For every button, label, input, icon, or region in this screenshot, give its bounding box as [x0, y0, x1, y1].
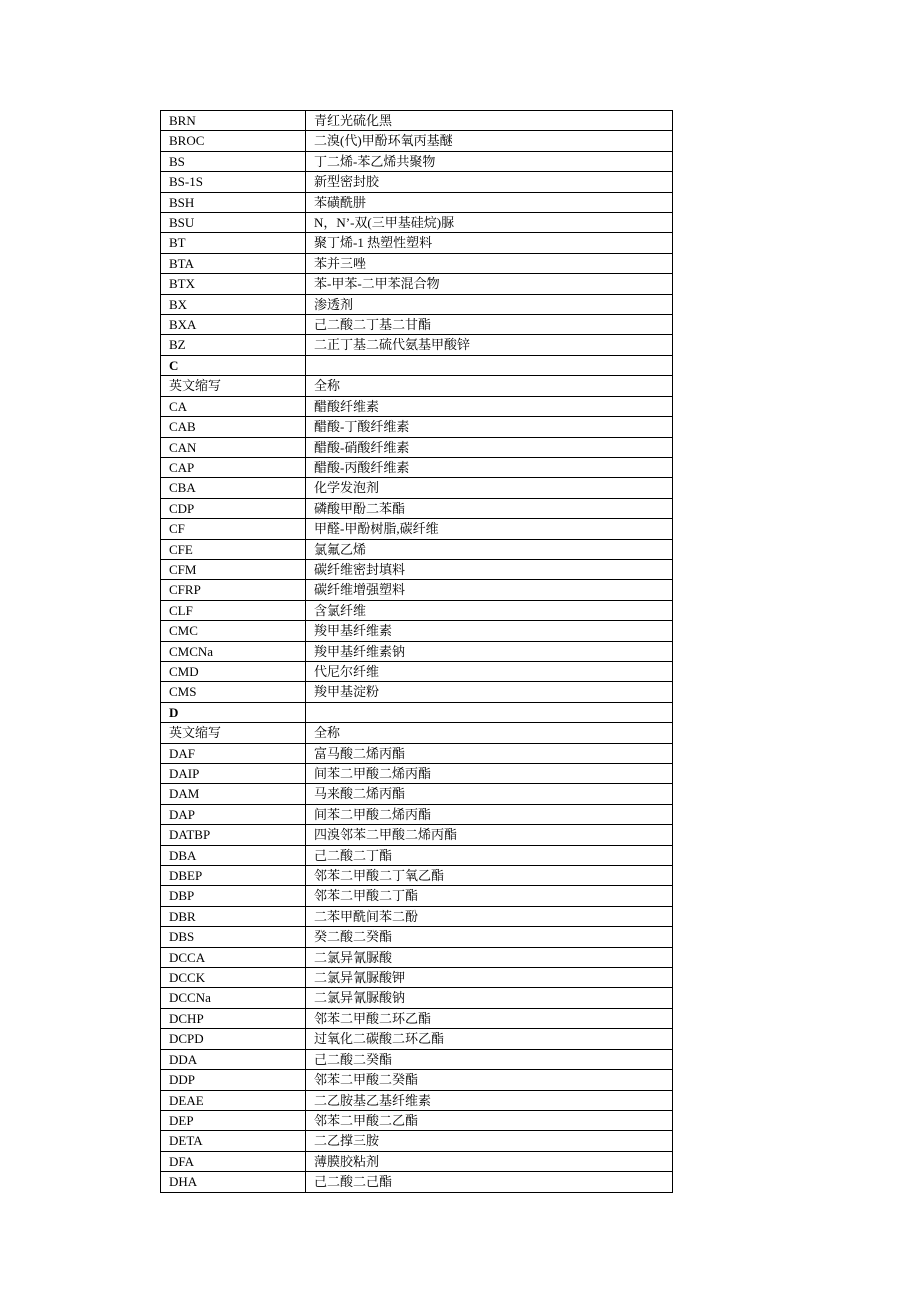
abbreviation-cell: DAM [161, 784, 306, 804]
abbreviation-cell: 英文缩写 [161, 376, 306, 396]
table-row [161, 1070, 673, 1090]
full-name-cell: 二乙胺基乙基纤维素 [306, 1090, 673, 1110]
full-name-cell: 代尼尔纤维 [306, 661, 673, 681]
full-name-cell: 全称 [306, 723, 673, 743]
section-letter: C [161, 355, 306, 375]
full-name-cell: 氯氟乙烯 [306, 539, 673, 559]
abbreviation-cell: CAB [161, 417, 306, 437]
table-row [161, 457, 673, 477]
table-row [161, 1110, 673, 1130]
table-row [161, 335, 673, 355]
abbreviation-cell: CLF [161, 600, 306, 620]
section-header-row [161, 702, 673, 722]
abbreviation-cell: DAIP [161, 764, 306, 784]
section-header-row [161, 355, 673, 375]
full-name-cell: 醋酸纤维素 [306, 396, 673, 416]
abbreviation-cell: DCHP [161, 1008, 306, 1028]
abbreviation-cell: BT [161, 233, 306, 253]
full-name-cell: 二溴(代)甲酚环氧丙基醚 [306, 131, 673, 151]
full-name-cell: 青红光硫化黑 [306, 111, 673, 131]
full-name-cell: 羧甲基纤维素 [306, 621, 673, 641]
full-name-cell: 癸二酸二癸酯 [306, 927, 673, 947]
full-name-cell: 磷酸甲酚二苯酯 [306, 498, 673, 518]
abbreviation-cell: DBR [161, 906, 306, 926]
abbreviation-cell: CMCNa [161, 641, 306, 661]
table-row [161, 111, 673, 131]
abbreviation-cell: DBEP [161, 866, 306, 886]
abbreviation-cell: DCCNa [161, 988, 306, 1008]
full-name-cell: 二氯异氰脲酸 [306, 947, 673, 967]
table-row [161, 417, 673, 437]
abbreviation-cell: CA [161, 396, 306, 416]
full-name-cell: 新型密封胶 [306, 172, 673, 192]
abbreviation-cell: 英文缩写 [161, 723, 306, 743]
table-row [161, 641, 673, 661]
table-row [161, 743, 673, 763]
full-name-cell: 碳纤维增强塑料 [306, 580, 673, 600]
table-row [161, 1151, 673, 1171]
table-row [161, 1090, 673, 1110]
abbreviation-cell: BZ [161, 335, 306, 355]
table-row [161, 233, 673, 253]
abbreviation-cell: DHA [161, 1172, 306, 1192]
full-name-cell: 二乙撑三胺 [306, 1131, 673, 1151]
full-name-cell: 己二酸二丁酯 [306, 845, 673, 865]
full-name-cell [306, 355, 673, 375]
table-row [161, 376, 673, 396]
table-row [161, 784, 673, 804]
full-name-cell: 渗透剂 [306, 294, 673, 314]
abbreviation-cell: DEAE [161, 1090, 306, 1110]
abbreviation-cell: BS-1S [161, 172, 306, 192]
abbreviation-cell: CMD [161, 661, 306, 681]
abbreviation-cell: DBP [161, 886, 306, 906]
abbreviation-cell: BTA [161, 253, 306, 273]
abbreviation-cell: CFE [161, 539, 306, 559]
table-row [161, 151, 673, 171]
full-name-cell: 间苯二甲酸二烯丙酯 [306, 764, 673, 784]
full-name-cell: 过氧化二碳酸二环乙酯 [306, 1029, 673, 1049]
full-name-cell: 醋酸-丙酸纤维素 [306, 457, 673, 477]
full-name-cell: 苯磺酰肼 [306, 192, 673, 212]
table-row [161, 396, 673, 416]
abbreviation-cell: BSH [161, 192, 306, 212]
table-row [161, 661, 673, 681]
abbreviation-cell: DATBP [161, 825, 306, 845]
full-name-cell: 二苯甲酰间苯二酚 [306, 906, 673, 926]
table-row [161, 764, 673, 784]
abbreviation-cell: BSU [161, 213, 306, 233]
table-row [161, 253, 673, 273]
full-name-cell: 己二酸二癸酯 [306, 1049, 673, 1069]
abbreviation-cell: DEP [161, 1110, 306, 1130]
full-name-cell: 薄膜胶粘剂 [306, 1151, 673, 1171]
full-name-cell: 碳纤维密封填料 [306, 559, 673, 579]
full-name-cell: 聚丁烯-1 热塑性塑料 [306, 233, 673, 253]
full-name-cell: 甲醛-甲酚树脂,碳纤维 [306, 519, 673, 539]
table-row [161, 804, 673, 824]
table-row [161, 559, 673, 579]
table-row [161, 906, 673, 926]
table-row [161, 437, 673, 457]
full-name-cell: 间苯二甲酸二烯丙酯 [306, 804, 673, 824]
table-row [161, 580, 673, 600]
full-name-cell: 全称 [306, 376, 673, 396]
table-row [161, 1172, 673, 1192]
abbreviation-cell: DFA [161, 1151, 306, 1171]
abbreviation-cell: DAP [161, 804, 306, 824]
full-name-cell: 丁二烯-苯乙烯共聚物 [306, 151, 673, 171]
abbreviation-table-body [161, 111, 673, 1193]
full-name-cell: 醋酸-丁酸纤维素 [306, 417, 673, 437]
abbreviation-cell: DDA [161, 1049, 306, 1069]
table-row [161, 682, 673, 702]
table-row [161, 315, 673, 335]
table-row [161, 621, 673, 641]
abbreviation-table [160, 110, 673, 1193]
full-name-cell: 己二酸二己酯 [306, 1172, 673, 1192]
table-row [161, 519, 673, 539]
abbreviation-cell: BRN [161, 111, 306, 131]
table-row [161, 723, 673, 743]
abbreviation-cell: CMC [161, 621, 306, 641]
table-row [161, 1029, 673, 1049]
table-row [161, 845, 673, 865]
full-name-cell: N，N’-双(三甲基硅烷)脲 [306, 213, 673, 233]
abbreviation-cell: DCCA [161, 947, 306, 967]
full-name-cell: 化学发泡剂 [306, 478, 673, 498]
table-row [161, 274, 673, 294]
table-row [161, 1008, 673, 1028]
abbreviation-cell: BTX [161, 274, 306, 294]
abbreviation-cell: BXA [161, 315, 306, 335]
full-name-cell: 二正丁基二硫代氨基甲酸锌 [306, 335, 673, 355]
table-row [161, 968, 673, 988]
full-name-cell: 邻苯二甲酸二环乙酯 [306, 1008, 673, 1028]
full-name-cell: 邻苯二甲酸二乙酯 [306, 1110, 673, 1130]
abbreviation-cell: DETA [161, 1131, 306, 1151]
table-row [161, 213, 673, 233]
abbreviation-cell: CF [161, 519, 306, 539]
full-name-cell: 二氯异氰脲酸钾 [306, 968, 673, 988]
table-row [161, 478, 673, 498]
abbreviation-cell: DBS [161, 927, 306, 947]
abbreviation-cell: CBA [161, 478, 306, 498]
full-name-cell [306, 702, 673, 722]
abbreviation-cell: DCCK [161, 968, 306, 988]
full-name-cell: 马来酸二烯丙酯 [306, 784, 673, 804]
full-name-cell: 苯并三唑 [306, 253, 673, 273]
table-row [161, 1131, 673, 1151]
table-row [161, 1049, 673, 1069]
table-row [161, 192, 673, 212]
full-name-cell: 富马酸二烯丙酯 [306, 743, 673, 763]
full-name-cell: 邻苯二甲酸二丁酯 [306, 886, 673, 906]
full-name-cell: 邻苯二甲酸二丁氧乙酯 [306, 866, 673, 886]
abbreviation-cell: CAP [161, 457, 306, 477]
table-row [161, 988, 673, 1008]
abbreviation-cell: CFRP [161, 580, 306, 600]
full-name-cell: 四溴邻苯二甲酸二烯丙酯 [306, 825, 673, 845]
table-row [161, 172, 673, 192]
abbreviation-cell: CMS [161, 682, 306, 702]
abbreviation-cell: DAF [161, 743, 306, 763]
full-name-cell: 醋酸-硝酸纤维素 [306, 437, 673, 457]
full-name-cell: 二氯异氰脲酸钠 [306, 988, 673, 1008]
full-name-cell: 己二酸二丁基二甘酯 [306, 315, 673, 335]
abbreviation-cell: BX [161, 294, 306, 314]
full-name-cell: 羧甲基纤维素钠 [306, 641, 673, 661]
full-name-cell: 羧甲基淀粉 [306, 682, 673, 702]
table-row [161, 498, 673, 518]
abbreviation-cell: CDP [161, 498, 306, 518]
abbreviation-cell: DDP [161, 1070, 306, 1090]
table-row [161, 886, 673, 906]
abbreviation-cell: DCPD [161, 1029, 306, 1049]
table-row [161, 600, 673, 620]
full-name-cell: 邻苯二甲酸二癸酯 [306, 1070, 673, 1090]
table-row [161, 539, 673, 559]
abbreviation-cell: CAN [161, 437, 306, 457]
table-row [161, 947, 673, 967]
table-row [161, 294, 673, 314]
abbreviation-cell: BS [161, 151, 306, 171]
full-name-cell: 苯-甲苯-二甲苯混合物 [306, 274, 673, 294]
table-row [161, 131, 673, 151]
abbreviation-cell: BROC [161, 131, 306, 151]
abbreviation-cell: CFM [161, 559, 306, 579]
table-row [161, 927, 673, 947]
table-row [161, 866, 673, 886]
full-name-cell: 含氯纤维 [306, 600, 673, 620]
table-row [161, 825, 673, 845]
section-letter: D [161, 702, 306, 722]
abbreviation-cell: DBA [161, 845, 306, 865]
